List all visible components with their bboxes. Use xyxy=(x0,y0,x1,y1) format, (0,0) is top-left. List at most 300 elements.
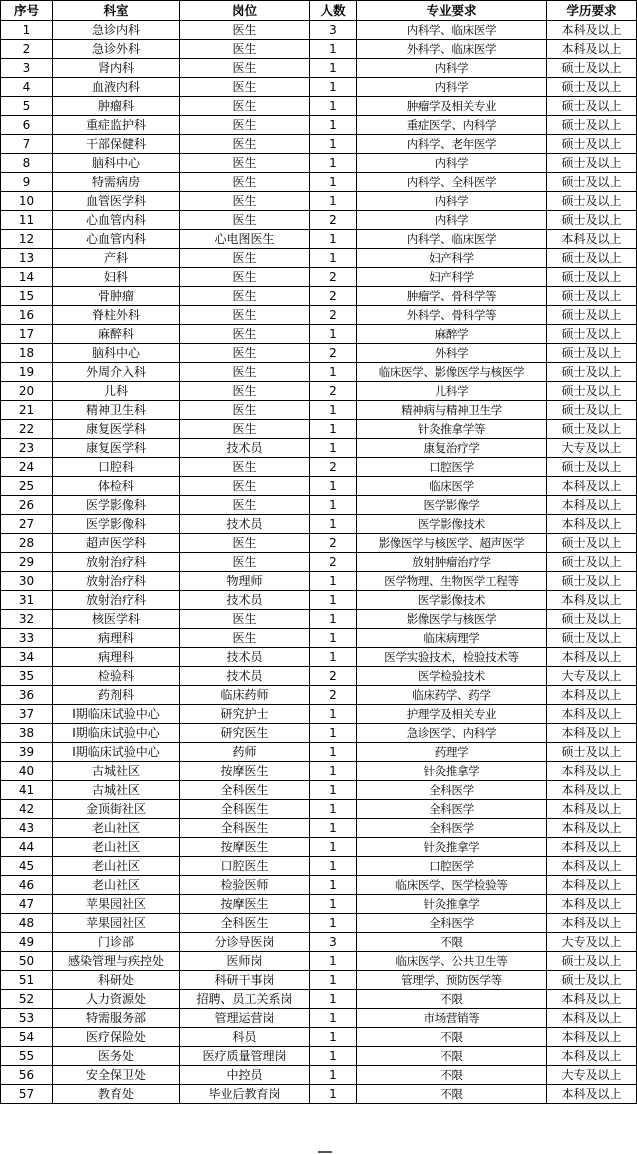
cell-position: 按摩医生 xyxy=(180,838,310,857)
header-education: 学历要求 xyxy=(547,1,637,21)
cell-education: 本科及以上 xyxy=(547,857,637,876)
cell-position: 全科医生 xyxy=(180,800,310,819)
cell-education: 本科及以上 xyxy=(547,40,637,59)
cell-index: 50 xyxy=(1,952,53,971)
page-edge-mark xyxy=(318,1151,332,1153)
cell-major: 口腔医学 xyxy=(357,458,547,477)
cell-major: 麻醉学 xyxy=(357,325,547,344)
cell-count: 1 xyxy=(310,724,357,743)
cell-index: 3 xyxy=(1,59,53,78)
cell-department: 康复医学科 xyxy=(53,420,180,439)
table-row xyxy=(1,97,637,116)
header-department: 科室 xyxy=(53,1,180,21)
cell-education: 大专及以上 xyxy=(547,439,637,458)
cell-position: 全科医生 xyxy=(180,819,310,838)
table-row xyxy=(1,192,637,211)
cell-index: 33 xyxy=(1,629,53,648)
cell-position: 技术员 xyxy=(180,515,310,534)
cell-index: 42 xyxy=(1,800,53,819)
cell-index: 56 xyxy=(1,1066,53,1085)
cell-position: 医生 xyxy=(180,610,310,629)
cell-education: 本科及以上 xyxy=(547,895,637,914)
cell-department: 特需病房 xyxy=(53,173,180,192)
cell-major: 管理学、预防医学等 xyxy=(357,971,547,990)
cell-education: 本科及以上 xyxy=(547,990,637,1009)
table-row xyxy=(1,781,637,800)
cell-department: 病理科 xyxy=(53,629,180,648)
cell-education: 本科及以上 xyxy=(547,838,637,857)
cell-department: 脑科中心 xyxy=(53,344,180,363)
cell-count: 1 xyxy=(310,1085,357,1104)
cell-position: 医生 xyxy=(180,325,310,344)
cell-major: 全科医学 xyxy=(357,819,547,838)
cell-count: 1 xyxy=(310,610,357,629)
cell-major: 市场营销等 xyxy=(357,1009,547,1028)
table-row xyxy=(1,21,637,40)
cell-position: 医师岗 xyxy=(180,952,310,971)
cell-department: 心血管内科 xyxy=(53,230,180,249)
cell-position: 中控员 xyxy=(180,1066,310,1085)
cell-major: 临床病理学 xyxy=(357,629,547,648)
cell-education: 硕士及以上 xyxy=(547,173,637,192)
cell-position: 技术员 xyxy=(180,667,310,686)
cell-index: 34 xyxy=(1,648,53,667)
cell-count: 1 xyxy=(310,515,357,534)
cell-education: 硕士及以上 xyxy=(547,458,637,477)
cell-position: 医疗质量管理岗 xyxy=(180,1047,310,1066)
cell-count: 1 xyxy=(310,116,357,135)
cell-department: 口腔科 xyxy=(53,458,180,477)
cell-count: 1 xyxy=(310,439,357,458)
table-row xyxy=(1,40,637,59)
table-row xyxy=(1,971,637,990)
cell-major: 针灸推拿学 xyxy=(357,838,547,857)
table-row xyxy=(1,990,637,1009)
cell-count: 1 xyxy=(310,629,357,648)
cell-count: 1 xyxy=(310,572,357,591)
cell-education: 硕士及以上 xyxy=(547,249,637,268)
cell-education: 本科及以上 xyxy=(547,1047,637,1066)
cell-index: 21 xyxy=(1,401,53,420)
cell-education: 本科及以上 xyxy=(547,230,637,249)
cell-department: 古城社区 xyxy=(53,781,180,800)
cell-index: 8 xyxy=(1,154,53,173)
cell-department: 检验科 xyxy=(53,667,180,686)
table-row xyxy=(1,287,637,306)
cell-major: 内科学 xyxy=(357,192,547,211)
cell-education: 硕士及以上 xyxy=(547,59,637,78)
table-body xyxy=(1,21,637,1104)
cell-count: 2 xyxy=(310,667,357,686)
cell-index: 6 xyxy=(1,116,53,135)
cell-position: 医生 xyxy=(180,116,310,135)
cell-department: 血液内科 xyxy=(53,78,180,97)
cell-position: 医生 xyxy=(180,306,310,325)
table-row xyxy=(1,686,637,705)
cell-department: 脑科中心 xyxy=(53,154,180,173)
table-row xyxy=(1,705,637,724)
table-row xyxy=(1,78,637,97)
cell-position: 医生 xyxy=(180,477,310,496)
cell-position: 技术员 xyxy=(180,439,310,458)
cell-major: 医学实验技术，检验技术等 xyxy=(357,648,547,667)
table-row xyxy=(1,762,637,781)
cell-education: 硕士及以上 xyxy=(547,78,637,97)
cell-major: 重症医学、内科学 xyxy=(357,116,547,135)
table-row xyxy=(1,534,637,553)
cell-count: 1 xyxy=(310,819,357,838)
cell-education: 本科及以上 xyxy=(547,781,637,800)
cell-department: 体检科 xyxy=(53,477,180,496)
cell-position: 医生 xyxy=(180,268,310,287)
cell-count: 2 xyxy=(310,686,357,705)
cell-count: 2 xyxy=(310,534,357,553)
cell-major: 内科学 xyxy=(357,59,547,78)
cell-index: 14 xyxy=(1,268,53,287)
cell-index: 22 xyxy=(1,420,53,439)
cell-index: 57 xyxy=(1,1085,53,1104)
cell-index: 45 xyxy=(1,857,53,876)
cell-department: 肿瘤科 xyxy=(53,97,180,116)
cell-education: 本科及以上 xyxy=(547,914,637,933)
cell-major: 外科学、骨科学等 xyxy=(357,306,547,325)
cell-index: 16 xyxy=(1,306,53,325)
cell-position: 医生 xyxy=(180,553,310,572)
cell-education: 硕士及以上 xyxy=(547,363,637,382)
cell-index: 24 xyxy=(1,458,53,477)
table-row xyxy=(1,477,637,496)
table-row xyxy=(1,838,637,857)
cell-count: 1 xyxy=(310,192,357,211)
table-row xyxy=(1,306,637,325)
cell-position: 管理运营岗 xyxy=(180,1009,310,1028)
cell-count: 2 xyxy=(310,268,357,287)
cell-index: 38 xyxy=(1,724,53,743)
cell-position: 医生 xyxy=(180,59,310,78)
table-row xyxy=(1,648,637,667)
cell-major: 临床医学、医学检验等 xyxy=(357,876,547,895)
cell-department: 医务处 xyxy=(53,1047,180,1066)
cell-department: 老山社区 xyxy=(53,819,180,838)
cell-department: 教育处 xyxy=(53,1085,180,1104)
cell-position: 物理师 xyxy=(180,572,310,591)
cell-position: 医生 xyxy=(180,458,310,477)
cell-count: 2 xyxy=(310,344,357,363)
cell-index: 52 xyxy=(1,990,53,1009)
cell-major: 临床医学 xyxy=(357,477,547,496)
cell-department: 门诊部 xyxy=(53,933,180,952)
cell-department: Ⅰ期临床试验中心 xyxy=(53,743,180,762)
table-row xyxy=(1,857,637,876)
cell-department: Ⅰ期临床试验中心 xyxy=(53,724,180,743)
cell-department: 骨肿瘤 xyxy=(53,287,180,306)
table-row xyxy=(1,553,637,572)
cell-department: 放射治疗科 xyxy=(53,553,180,572)
cell-education: 硕士及以上 xyxy=(547,952,637,971)
cell-education: 硕士及以上 xyxy=(547,572,637,591)
cell-education: 硕士及以上 xyxy=(547,325,637,344)
cell-education: 硕士及以上 xyxy=(547,97,637,116)
cell-index: 32 xyxy=(1,610,53,629)
cell-index: 29 xyxy=(1,553,53,572)
table-row xyxy=(1,154,637,173)
cell-count: 2 xyxy=(310,211,357,230)
cell-major: 不限 xyxy=(357,1028,547,1047)
cell-position: 研究医生 xyxy=(180,724,310,743)
cell-index: 35 xyxy=(1,667,53,686)
cell-education: 本科及以上 xyxy=(547,876,637,895)
cell-major: 内科学 xyxy=(357,211,547,230)
table-row xyxy=(1,1085,637,1104)
cell-count: 1 xyxy=(310,135,357,154)
cell-position: 全科医生 xyxy=(180,914,310,933)
cell-major: 全科医学 xyxy=(357,800,547,819)
cell-index: 49 xyxy=(1,933,53,952)
cell-count: 1 xyxy=(310,401,357,420)
cell-department: 急诊外科 xyxy=(53,40,180,59)
cell-major: 肿瘤学、骨科学等 xyxy=(357,287,547,306)
cell-education: 本科及以上 xyxy=(547,1085,637,1104)
cell-index: 7 xyxy=(1,135,53,154)
cell-count: 1 xyxy=(310,420,357,439)
cell-position: 按摩医生 xyxy=(180,895,310,914)
cell-count: 1 xyxy=(310,363,357,382)
cell-department: 人力资源处 xyxy=(53,990,180,1009)
cell-major: 医学物理、生物医学工程等 xyxy=(357,572,547,591)
table-row xyxy=(1,933,637,952)
cell-education: 硕士及以上 xyxy=(547,287,637,306)
table-row xyxy=(1,173,637,192)
cell-position: 医生 xyxy=(180,382,310,401)
cell-position: 招聘、员工关系岗 xyxy=(180,990,310,1009)
cell-index: 28 xyxy=(1,534,53,553)
cell-department: 麻醉科 xyxy=(53,325,180,344)
table-row xyxy=(1,420,637,439)
cell-count: 1 xyxy=(310,477,357,496)
cell-index: 51 xyxy=(1,971,53,990)
table-row xyxy=(1,572,637,591)
cell-major: 口腔医学 xyxy=(357,857,547,876)
cell-index: 41 xyxy=(1,781,53,800)
cell-department: 产科 xyxy=(53,249,180,268)
cell-education: 本科及以上 xyxy=(547,819,637,838)
cell-education: 硕士及以上 xyxy=(547,192,637,211)
cell-count: 1 xyxy=(310,952,357,971)
cell-education: 硕士及以上 xyxy=(547,971,637,990)
cell-position: 医生 xyxy=(180,629,310,648)
cell-education: 大专及以上 xyxy=(547,933,637,952)
table-row xyxy=(1,743,637,762)
cell-index: 23 xyxy=(1,439,53,458)
cell-department: 肾内科 xyxy=(53,59,180,78)
cell-department: 药剂科 xyxy=(53,686,180,705)
cell-count: 2 xyxy=(310,382,357,401)
cell-position: 医生 xyxy=(180,211,310,230)
cell-education: 硕士及以上 xyxy=(547,344,637,363)
cell-education: 硕士及以上 xyxy=(547,116,637,135)
cell-position: 医生 xyxy=(180,97,310,116)
cell-position: 医生 xyxy=(180,154,310,173)
cell-count: 1 xyxy=(310,1009,357,1028)
table-row xyxy=(1,401,637,420)
cell-position: 口腔医生 xyxy=(180,857,310,876)
cell-index: 40 xyxy=(1,762,53,781)
cell-major: 医学影像学 xyxy=(357,496,547,515)
cell-count: 1 xyxy=(310,895,357,914)
cell-major: 医学检验技术 xyxy=(357,667,547,686)
table-row xyxy=(1,458,637,477)
cell-count: 1 xyxy=(310,325,357,344)
cell-major: 外科学、临床医学 xyxy=(357,40,547,59)
cell-major: 肿瘤学及相关专业 xyxy=(357,97,547,116)
table-row xyxy=(1,895,637,914)
table-row xyxy=(1,1066,637,1085)
cell-position: 医生 xyxy=(180,173,310,192)
cell-count: 1 xyxy=(310,230,357,249)
cell-index: 11 xyxy=(1,211,53,230)
cell-department: 苹果园社区 xyxy=(53,895,180,914)
cell-education: 硕士及以上 xyxy=(547,268,637,287)
cell-position: 医生 xyxy=(180,420,310,439)
cell-count: 1 xyxy=(310,97,357,116)
cell-department: 古城社区 xyxy=(53,762,180,781)
cell-major: 内科学、临床医学 xyxy=(357,230,547,249)
cell-education: 本科及以上 xyxy=(547,1028,637,1047)
cell-position: 分诊导医岗 xyxy=(180,933,310,952)
cell-index: 36 xyxy=(1,686,53,705)
cell-education: 本科及以上 xyxy=(547,724,637,743)
cell-education: 本科及以上 xyxy=(547,800,637,819)
cell-count: 1 xyxy=(310,59,357,78)
table-row xyxy=(1,135,637,154)
table-row xyxy=(1,515,637,534)
cell-major: 医学影像技术 xyxy=(357,515,547,534)
cell-major: 全科医学 xyxy=(357,914,547,933)
cell-count: 1 xyxy=(310,743,357,762)
cell-department: 病理科 xyxy=(53,648,180,667)
cell-department: 老山社区 xyxy=(53,857,180,876)
cell-position: 医生 xyxy=(180,249,310,268)
cell-count: 1 xyxy=(310,838,357,857)
cell-department: 金顶街社区 xyxy=(53,800,180,819)
table-row xyxy=(1,724,637,743)
cell-position: 医生 xyxy=(180,363,310,382)
cell-education: 硕士及以上 xyxy=(547,629,637,648)
cell-education: 本科及以上 xyxy=(547,477,637,496)
cell-major: 康复治疗学 xyxy=(357,439,547,458)
cell-education: 硕士及以上 xyxy=(547,211,637,230)
cell-index: 17 xyxy=(1,325,53,344)
table-row xyxy=(1,1009,637,1028)
cell-count: 1 xyxy=(310,1047,357,1066)
table-row xyxy=(1,116,637,135)
cell-department: 脊柱外科 xyxy=(53,306,180,325)
cell-department: 精神卫生科 xyxy=(53,401,180,420)
cell-position: 医生 xyxy=(180,344,310,363)
cell-position: 医生 xyxy=(180,401,310,420)
cell-education: 本科及以上 xyxy=(547,496,637,515)
cell-count: 3 xyxy=(310,933,357,952)
header-position: 岗位 xyxy=(180,1,310,21)
cell-education: 硕士及以上 xyxy=(547,534,637,553)
cell-count: 2 xyxy=(310,306,357,325)
table-row xyxy=(1,800,637,819)
cell-department: 安全保卫处 xyxy=(53,1066,180,1085)
table-row xyxy=(1,268,637,287)
cell-count: 1 xyxy=(310,78,357,97)
cell-index: 37 xyxy=(1,705,53,724)
cell-major: 针灸推拿学 xyxy=(357,895,547,914)
header-index: 序号 xyxy=(1,1,53,21)
cell-count: 1 xyxy=(310,857,357,876)
cell-department: 医学影像科 xyxy=(53,515,180,534)
cell-position: 研究护士 xyxy=(180,705,310,724)
cell-index: 26 xyxy=(1,496,53,515)
cell-position: 科员 xyxy=(180,1028,310,1047)
cell-count: 3 xyxy=(310,21,357,40)
cell-education: 硕士及以上 xyxy=(547,553,637,572)
cell-position: 临床药师 xyxy=(180,686,310,705)
cell-index: 1 xyxy=(1,21,53,40)
cell-department: 急诊内科 xyxy=(53,21,180,40)
cell-department: 超声医学科 xyxy=(53,534,180,553)
cell-department: 儿科 xyxy=(53,382,180,401)
cell-count: 1 xyxy=(310,249,357,268)
cell-department: 干部保健科 xyxy=(53,135,180,154)
table-row xyxy=(1,211,637,230)
cell-major: 不限 xyxy=(357,1085,547,1104)
table-row xyxy=(1,325,637,344)
cell-index: 30 xyxy=(1,572,53,591)
cell-department: 核医学科 xyxy=(53,610,180,629)
table-row xyxy=(1,819,637,838)
cell-index: 48 xyxy=(1,914,53,933)
cell-education: 硕士及以上 xyxy=(547,743,637,762)
cell-position: 医生 xyxy=(180,192,310,211)
cell-education: 本科及以上 xyxy=(547,686,637,705)
cell-position: 检验医师 xyxy=(180,876,310,895)
cell-count: 1 xyxy=(310,173,357,192)
cell-major: 外科学 xyxy=(357,344,547,363)
table-row xyxy=(1,952,637,971)
cell-count: 1 xyxy=(310,591,357,610)
table-row xyxy=(1,876,637,895)
cell-education: 本科及以上 xyxy=(547,515,637,534)
cell-major: 内科学 xyxy=(357,78,547,97)
table-row xyxy=(1,629,637,648)
cell-count: 1 xyxy=(310,876,357,895)
cell-index: 4 xyxy=(1,78,53,97)
cell-index: 53 xyxy=(1,1009,53,1028)
cell-department: 康复医学科 xyxy=(53,439,180,458)
cell-major: 针灸推拿学等 xyxy=(357,420,547,439)
cell-count: 1 xyxy=(310,914,357,933)
table-row xyxy=(1,344,637,363)
cell-department: 放射治疗科 xyxy=(53,572,180,591)
cell-count: 1 xyxy=(310,990,357,1009)
header-major: 专业要求 xyxy=(357,1,547,21)
cell-index: 15 xyxy=(1,287,53,306)
cell-count: 1 xyxy=(310,154,357,173)
cell-count: 1 xyxy=(310,1066,357,1085)
cell-education: 本科及以上 xyxy=(547,648,637,667)
cell-major: 不限 xyxy=(357,990,547,1009)
cell-position: 医生 xyxy=(180,496,310,515)
cell-department: 医疗保险处 xyxy=(53,1028,180,1047)
cell-index: 13 xyxy=(1,249,53,268)
cell-major: 医学影像技术 xyxy=(357,591,547,610)
cell-major: 精神病与精神卫生学 xyxy=(357,401,547,420)
